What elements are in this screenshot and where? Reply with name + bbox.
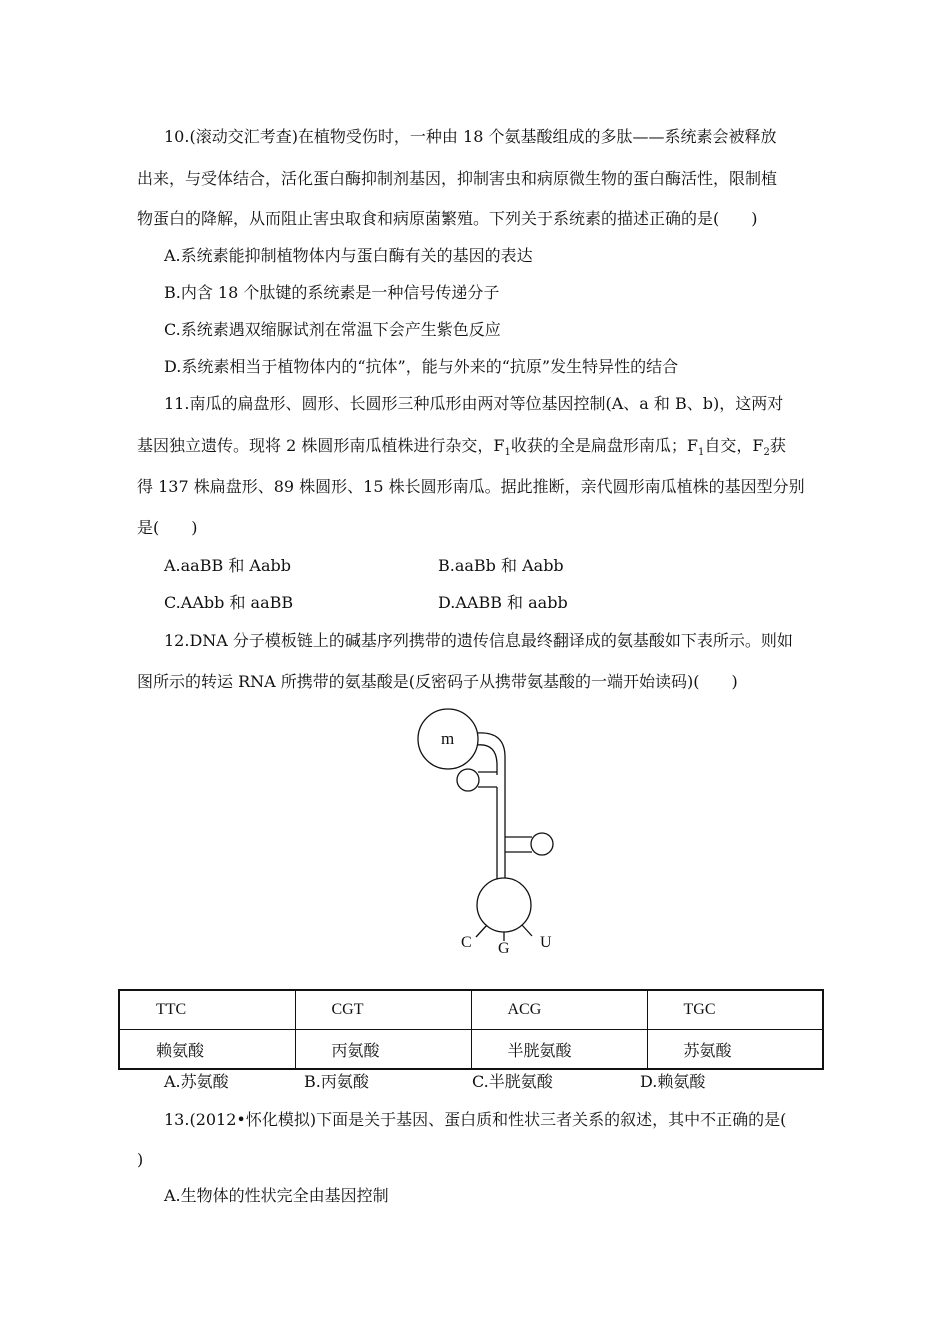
q12-option-b: B.丙氨酸 — [304, 1072, 369, 1091]
amino-acid-cell: 半胱氨酸 — [471, 1030, 647, 1070]
q13-option-a: A.生物体的性状完全由基因控制 — [164, 1186, 389, 1205]
q10-option-b: B.内含 18 个肽键的系统素是一种信号传递分子 — [164, 283, 500, 302]
trna-left-loop — [457, 769, 479, 791]
q11-stem-line3: 得 137 株扁盘形、89 株圆形、15 株长圆形南瓜。据此推断，亲代圆形南瓜植株的基因型分别 — [137, 477, 805, 496]
q10-stem-line2: 出来，与受体结合，活化蛋白酶抑制剂基因，抑制害虫和病原微生物的蛋白酶活性，限制植 — [137, 169, 778, 188]
q13-stem-line2: ) — [137, 1150, 144, 1169]
q11-option-b: B.aaBb 和 Aabb — [438, 556, 564, 575]
q10-option-c: C.系统素遇双缩脲试剂在常温下会产生紫色反应 — [164, 320, 501, 339]
codon-cell: ACG — [471, 990, 647, 1030]
q12-option-a: A.苏氨酸 — [164, 1072, 229, 1091]
q10-option-a: A.系统素能抑制植物体内与蛋白酶有关的基因的表达 — [164, 246, 533, 265]
q12-option-d: D.赖氨酸 — [640, 1072, 706, 1091]
q12-option-c: C.半胱氨酸 — [472, 1072, 553, 1091]
q10-option-d: D.系统素相当于植物体内的“抗体”，能与外来的“抗原”发生特异性的结合 — [164, 357, 679, 376]
trna-base-1: C — [461, 934, 472, 951]
codon-cell: TTC — [119, 990, 295, 1030]
q11-option-d: D.AABB 和 aabb — [438, 593, 568, 612]
amino-acid-cell: 赖氨酸 — [119, 1030, 295, 1070]
trna-right-loop — [531, 833, 553, 855]
codon-table — [118, 989, 824, 1070]
q11-stem-line4: 是( ) — [137, 518, 198, 537]
codon-cell: TGC — [647, 990, 823, 1030]
amino-acid-cell: 苏氨酸 — [647, 1030, 823, 1070]
q11-option-c: C.AAbb 和 aaBB — [164, 593, 294, 612]
codon-cell: CGT — [295, 990, 471, 1030]
amino-acid-cell: 丙氨酸 — [295, 1030, 471, 1070]
q13-stem-line1: 13.(2012•怀化模拟)下面是关于基因、蛋白质和性状三者关系的叙述，其中不正确的是( — [164, 1110, 787, 1129]
table-row — [119, 1030, 823, 1070]
q10-stem-line3: 物蛋白的降解，从而阻止害虫取食和病原菌繁殖。下列关于系统素的描述正确的是( ) — [137, 209, 758, 228]
trna-m-label: m — [441, 729, 455, 748]
q12-stem-line2: 图所示的转运 RNA 所携带的氨基酸是(反密码子从携带氨基酸的一端开始读码)( ) — [137, 672, 738, 691]
q11-stem-line2: 基因独立遗传。现将 2 株圆形南瓜植株进行杂交，$F_1$收获的全是扁盘形南瓜；$F_1$自交，$F_2$获 — [137, 436, 786, 459]
q11-stem-line1: 11.南瓜的扁盘形、圆形、长圆形三种瓜形由两对等位基因控制(A、a 和 B、b)，这两对 — [164, 394, 784, 413]
q11-option-a: A.aaBB 和 Aabb — [164, 556, 291, 575]
trna-base-3: U — [540, 934, 552, 951]
q12-stem-line1: 12.DNA 分子模板链上的碱基序列携带的遗传信息最终翻译成的氨基酸如下表所示。则如 — [164, 631, 793, 650]
trna-anticodon-loop — [477, 878, 531, 932]
trna-base-2: G — [498, 940, 510, 957]
table-row — [119, 990, 823, 1030]
trna-diagram — [400, 705, 580, 960]
q10-stem-line1: 10.(滚动交汇考查)在植物受伤时，一种由 18 个氨基酸组成的多肽——系统素会被释放 — [164, 127, 777, 146]
